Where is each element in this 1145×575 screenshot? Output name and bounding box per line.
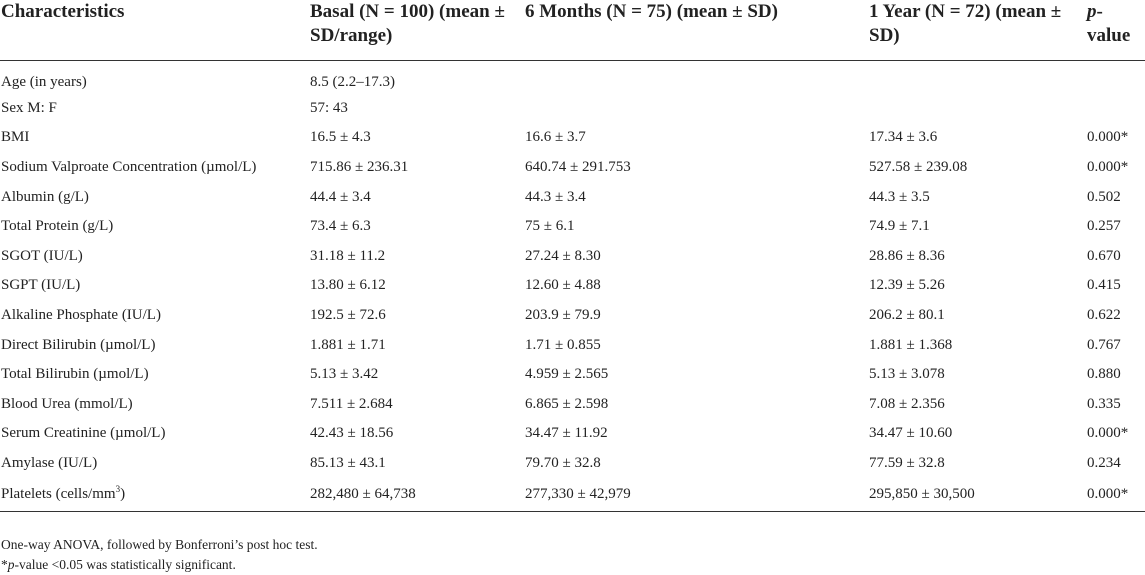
- cell-one-year: 74.9 ± 7.1: [869, 218, 930, 235]
- cell-one-year: 295,850 ± 30,500: [869, 478, 1087, 512]
- cell-p-value: 0.257: [1087, 218, 1121, 235]
- row-label: BMI: [1, 129, 30, 146]
- row-label-suffix: ): [120, 486, 126, 503]
- footnote-anova: One-way ANOVA, followed by Bonferroni’s post hoc test.: [1, 537, 318, 552]
- table-row: [0, 359, 1145, 389]
- cell-basal: 8.5 (2.2–17.3): [310, 74, 395, 90]
- cell-p-value: 0.415: [1087, 277, 1121, 294]
- row-label: SGOT (IU/L): [1, 247, 83, 264]
- table-row: [0, 271, 1145, 301]
- cell-basal: 44.4 ± 3.4: [310, 188, 371, 205]
- row-label: Total Bilirubin (µmol/L): [1, 366, 149, 383]
- cell-basal: 715.86 ± 236.31: [310, 158, 409, 175]
- table-header: [0, 0, 1145, 61]
- cell-p-value: 0.000*: [1087, 478, 1145, 512]
- cell-six-months: 34.47 ± 11.92: [525, 425, 608, 442]
- cell-six-months: [525, 93, 869, 123]
- cell-one-year: 12.39 ± 5.26: [869, 277, 945, 294]
- cell-basal: 85.13 ± 43.1: [310, 454, 386, 471]
- cell-p-value: 0.622: [1087, 306, 1121, 323]
- cell-p-value: 0.670: [1087, 247, 1121, 264]
- table-row: [0, 419, 1145, 449]
- cell-six-months: 27.24 ± 8.30: [525, 247, 601, 264]
- row-label: Age (in years): [1, 74, 87, 90]
- table-row: [0, 448, 1145, 478]
- row-label: [0, 478, 310, 512]
- cell-p-value: 0.000*: [1087, 158, 1129, 175]
- cell-basal: 7.511 ± 2.684: [310, 395, 393, 412]
- cell-one-year: 44.3 ± 3.5: [869, 188, 930, 205]
- cell-basal: 57: 43: [310, 99, 348, 116]
- cell-six-months: 640.74 ± 291.753: [525, 158, 631, 175]
- cell-one-year: 77.59 ± 32.8: [869, 454, 945, 471]
- header-six-months: 6 Months (N = 75) (mean ± SD): [525, 0, 869, 61]
- cell-p-value: [1087, 93, 1145, 123]
- row-label-text: Platelets (cells/mm: [1, 486, 116, 503]
- table-row: [0, 241, 1145, 271]
- cell-basal: 16.5 ± 4.3: [310, 129, 371, 146]
- cell-one-year: [869, 93, 1087, 123]
- cell-basal: 31.18 ± 11.2: [310, 247, 386, 264]
- table-body: [0, 61, 1145, 512]
- row-label: Serum Creatinine (µmol/L): [1, 425, 166, 442]
- cell-one-year: 34.47 ± 10.60: [869, 425, 953, 442]
- cell-six-months: 4.959 ± 2.565: [525, 366, 609, 383]
- cell-one-year: 5.13 ± 3.078: [869, 366, 945, 383]
- row-label-superscript: 3: [115, 484, 121, 495]
- cell-basal: 282,480 ± 64,738: [310, 478, 525, 512]
- table-row: [0, 389, 1145, 419]
- table-row: [0, 61, 1145, 94]
- cell-basal: 192.5 ± 72.6: [310, 306, 386, 323]
- cell-six-months: 1.71 ± 0.855: [525, 336, 601, 353]
- footnote-asterisk: *: [1, 556, 8, 572]
- cell-p-value: [1087, 61, 1145, 94]
- cell-p-value: 0.000*: [1087, 425, 1129, 442]
- cell-p-value: 0.000*: [1087, 129, 1129, 146]
- row-label: Total Protein (g/L): [1, 218, 114, 235]
- cell-basal: 42.43 ± 18.56: [310, 425, 394, 442]
- header-one-year: 1 Year (N = 72) (mean ± SD): [869, 0, 1087, 61]
- table-row: [0, 330, 1145, 360]
- row-label: Direct Bilirubin (µmol/L): [1, 336, 156, 353]
- cell-basal: 13.80 ± 6.12: [310, 277, 386, 294]
- cell-six-months: 6.865 ± 2.598: [525, 395, 609, 412]
- cell-one-year: 17.34 ± 3.6: [869, 129, 938, 146]
- row-label: SGPT (IU/L): [1, 277, 81, 294]
- header-p-rest: -value: [1087, 1, 1131, 46]
- cell-six-months: 75 ± 6.1: [525, 218, 575, 235]
- cell-one-year: [869, 61, 1087, 94]
- cell-p-value: 0.502: [1087, 188, 1121, 205]
- cell-one-year: 7.08 ± 2.356: [869, 395, 945, 412]
- cell-basal: 5.13 ± 3.42: [310, 366, 379, 383]
- table-row: [0, 152, 1145, 182]
- cell-six-months: 203.9 ± 79.9: [525, 306, 601, 323]
- cell-six-months: 44.3 ± 3.4: [525, 188, 586, 205]
- cell-p-value: 0.880: [1087, 366, 1121, 383]
- cell-basal: 1.881 ± 1.71: [310, 336, 386, 353]
- cell-p-value: 0.335: [1087, 395, 1121, 412]
- row-label: Sex M: F: [1, 99, 57, 116]
- table-row: [0, 123, 1145, 153]
- cell-six-months: 12.60 ± 4.88: [525, 277, 601, 294]
- table-row: [0, 300, 1145, 330]
- table-row: [0, 93, 1145, 123]
- table-row: [0, 478, 1145, 512]
- footnote-p-italic: p: [7, 556, 15, 572]
- cell-six-months: 16.6 ± 3.7: [525, 129, 586, 146]
- cell-basal: 73.4 ± 6.3: [310, 218, 371, 235]
- cell-one-year: 28.86 ± 8.36: [869, 247, 945, 264]
- row-label: Amylase (IU/L): [1, 454, 98, 471]
- header-row: [0, 0, 1145, 61]
- header-p-value: [1087, 0, 1145, 61]
- header-characteristics: Characteristics: [0, 0, 310, 61]
- row-label: Blood Urea (mmol/L): [1, 395, 133, 412]
- cell-six-months: 79.70 ± 32.8: [525, 454, 601, 471]
- cell-one-year: 1.881 ± 1.368: [869, 336, 953, 353]
- cell-one-year: 527.58 ± 239.08: [869, 158, 968, 175]
- header-p-italic: p: [1087, 1, 1097, 22]
- row-label: Sodium Valproate Concentration (µmol/L): [1, 158, 257, 175]
- header-basal: Basal (N = 100) (mean ± SD/range): [310, 0, 525, 61]
- cell-one-year: 206.2 ± 80.1: [869, 306, 945, 323]
- table-row: [0, 211, 1145, 241]
- row-label: Alkaline Phosphate (IU/L): [1, 306, 161, 323]
- table-footnotes: [1, 535, 318, 574]
- cell-p-value: 0.767: [1087, 336, 1121, 353]
- footnote-significance-text: -value <0.05 was statistically significant.: [14, 556, 236, 572]
- row-label: Albumin (g/L): [1, 188, 89, 205]
- cell-p-value: 0.234: [1087, 454, 1121, 471]
- table-row: [0, 182, 1145, 212]
- cell-six-months: [525, 61, 869, 94]
- cell-six-months: 277,330 ± 42,979: [525, 478, 869, 512]
- footnote-significance: [1, 555, 318, 575]
